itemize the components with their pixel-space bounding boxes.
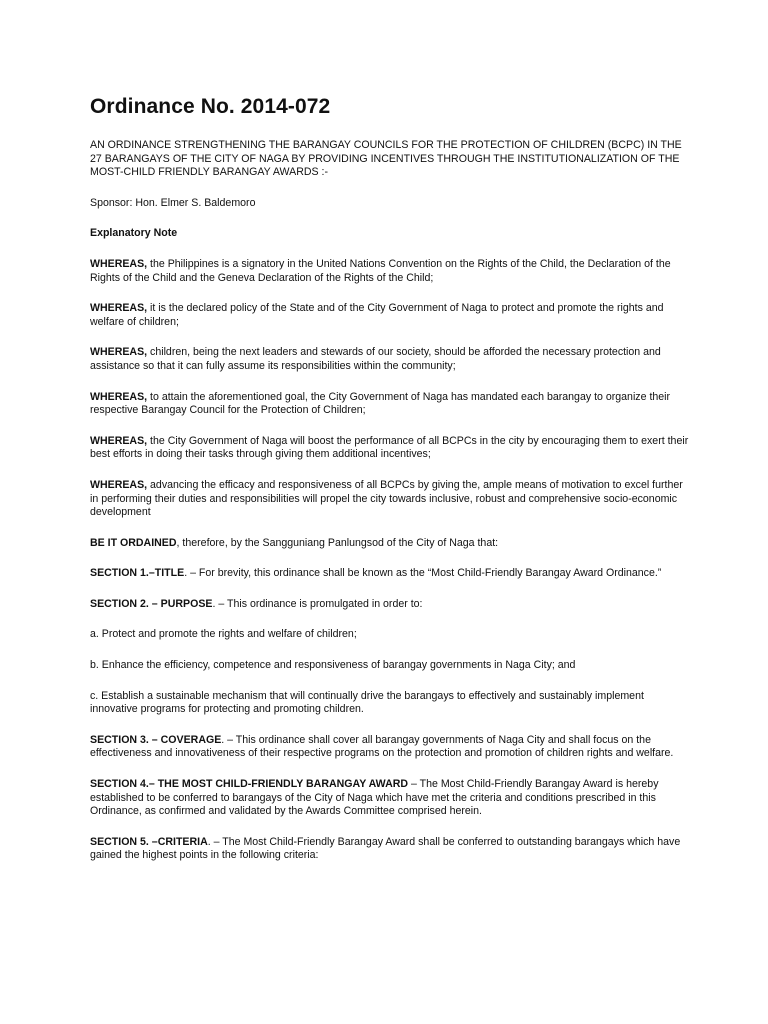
purpose-item-a: a. Protect and promote the rights and welfare of children;: [90, 628, 357, 641]
whereas-label: WHEREAS,: [90, 478, 148, 491]
whereas-label: WHEREAS,: [90, 302, 148, 315]
document-page: [90, 95, 690, 863]
whereas-text: it is the declared policy of the State and of the City Government of Naga to protect and promote the rights and welfare of children;: [90, 302, 664, 328]
section-2: [90, 598, 690, 612]
section-1-text: . – For brevity, this ordinance shall be known as the “Most Child-Friendly Barangay Award Ordinance.”: [184, 567, 662, 580]
whereas-label: WHEREAS,: [90, 434, 148, 447]
ordaining-clause: [90, 537, 690, 551]
section-3: [90, 734, 690, 761]
whereas-text: advancing the efficacy and responsiveness of all BCPCs by giving the, ample means of motivation to excel further in performing their duties and responsibilities will propel the city towards inclusive, robust and comprehensive socio-economic development: [90, 478, 683, 519]
sponsor-line: Sponsor: Hon. Elmer S. Baldemoro: [90, 196, 256, 209]
explanatory-note-heading: Explanatory Note: [90, 227, 178, 240]
whereas-clause-4: [90, 391, 690, 418]
section-3-label: SECTION 3. – COVERAGE: [90, 733, 222, 746]
whereas-clause-2: [90, 302, 690, 329]
ordained-label: BE IT ORDAINED: [90, 536, 177, 549]
ordained-text: , therefore, by the Sangguniang Panlungsod of the City of Naga that:: [176, 536, 499, 549]
whereas-label: WHEREAS,: [90, 346, 148, 359]
section-3-text: . – This ordinance shall cover all barangay governments of Naga City and shall focus on the effectiveness and innovativeness of their respective programs on the protection and promotion of children rights and welfare.: [90, 733, 674, 760]
section-1-label: SECTION 1.–TITLE: [90, 567, 185, 580]
section-5-label: SECTION 5. –CRITERIA: [90, 835, 208, 848]
whereas-clause-6: [90, 479, 690, 520]
section-4: [90, 778, 690, 819]
whereas-clause-5: [90, 435, 690, 462]
whereas-text: the Philippines is a signatory in the United Nations Convention on the Rights of the Child, the Declaration of the Rights of the Child and the Geneva Declaration of the Rights of the Child;: [90, 257, 671, 284]
whereas-label: WHEREAS,: [90, 257, 148, 270]
whereas-clause-3: [90, 346, 690, 373]
section-2-label: SECTION 2. – PURPOSE: [90, 597, 213, 610]
ordinance-heading: AN ORDINANCE STRENGTHENING THE BARANGAY COUNCILS FOR THE PROTECTION OF CHILDREN (BCPC) IN THE 27 BARANGAYS OF THE CITY OF NAGA BY PROVIDING INCENTIVES THROUGH THE INSTITUTIONALIZATION OF THE MOST-CHILD FRIENDLY BARANGAY AWARDS :-: [90, 139, 682, 179]
whereas-label: WHEREAS,: [90, 390, 148, 403]
whereas-text: children, being the next leaders and stewards of our society, should be afforded the necessary protection and assistance so that it can fully assume its responsibilities within the community;: [90, 346, 661, 372]
purpose-item-b: b. Enhance the efficiency, competence and responsiveness of barangay governments in Naga City; and: [90, 659, 576, 672]
section-4-label: SECTION 4.– THE MOST CHILD-FRIENDLY BARANGAY AWARD: [90, 778, 409, 791]
section-5: [90, 836, 690, 863]
section-1: [90, 567, 690, 581]
section-2-text: . – This ordinance is promulgated in order to:: [212, 597, 423, 610]
section-4-text: – The Most Child-Friendly Barangay Award is hereby established to be conferred to barangays of the City of Naga which have met the criteria and conditions prescribed in this Ordinance, as confirmed and validated by the Awards Committee comprised herein.: [90, 778, 659, 818]
purpose-item-c: c. Establish a sustainable mechanism that will continually drive the barangays to effectively and sustainably implement innovative programs for protecting and promoting children.: [90, 689, 644, 716]
whereas-text: to attain the aforementioned goal, the City Government of Naga has mandated each barangay to organize their respective Barangay Council for the Protection of Children;: [90, 390, 671, 417]
whereas-text: the City Government of Naga will boost the performance of all BCPCs in the city by encouraging them to exert their best efforts in doing their tasks through giving them additional incentives;: [90, 434, 689, 461]
document-title: Ordinance No. 2014-072: [90, 95, 331, 118]
whereas-clause-1: [90, 258, 690, 285]
section-5-text: . – The Most Child-Friendly Barangay Award shall be conferred to outstanding barangays which have gained the highest points in the following criteria:: [90, 835, 681, 862]
